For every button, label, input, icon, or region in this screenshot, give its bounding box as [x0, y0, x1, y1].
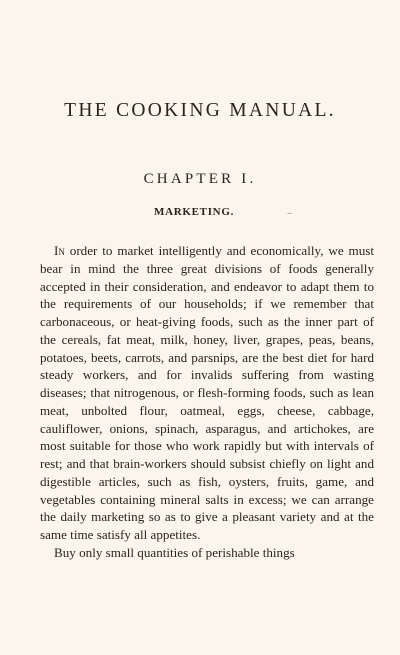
paragraph-1 — [40, 242, 374, 544]
chapter-heading: CHAPTER I. — [143, 171, 257, 187]
paragraph-lead-word: In — [54, 243, 65, 258]
section-heading: MARKETING. — [154, 206, 235, 218]
paragraph-1-text: order to market intelligently and economically, we must bear in mind the three great divisions of foods generally accepted in their consideration, and endeavor to adapt them to the requirements of our households; if we remember that carbonaceous, or heat-giving foods, such as the inner part of the cereals, fat meat, milk, honey, liver, grapes, peas, beans, potatoes, beets, carrots, and parsnips, are the best diet for hard steady workers, and for invalids suffering from wasting diseases; that nitrogenous, or flesh-forming foods, such as lean meat, unbolted flour, oatmeal, eggs, cheese, cabbage, cauliflower, onions, spinach, asparagus, and artichokes, are most suitable for those who work rapidly but with intervals of rest; and that brain-workers should subsist chiefly on light and digestible articles, such as fish, oysters, fruits, game, and vegetables containing mineral salts in excess; we can arrange the daily marketing so as to give a pleasant variety and at the same time satisfy all appetites. — [40, 243, 374, 542]
book-title: THE COOKING MANUAL. — [64, 100, 336, 121]
paragraph-2: Buy only small quantities of perishable things — [54, 544, 295, 560]
margin-mark: – — [287, 208, 292, 219]
body-text — [40, 242, 374, 562]
